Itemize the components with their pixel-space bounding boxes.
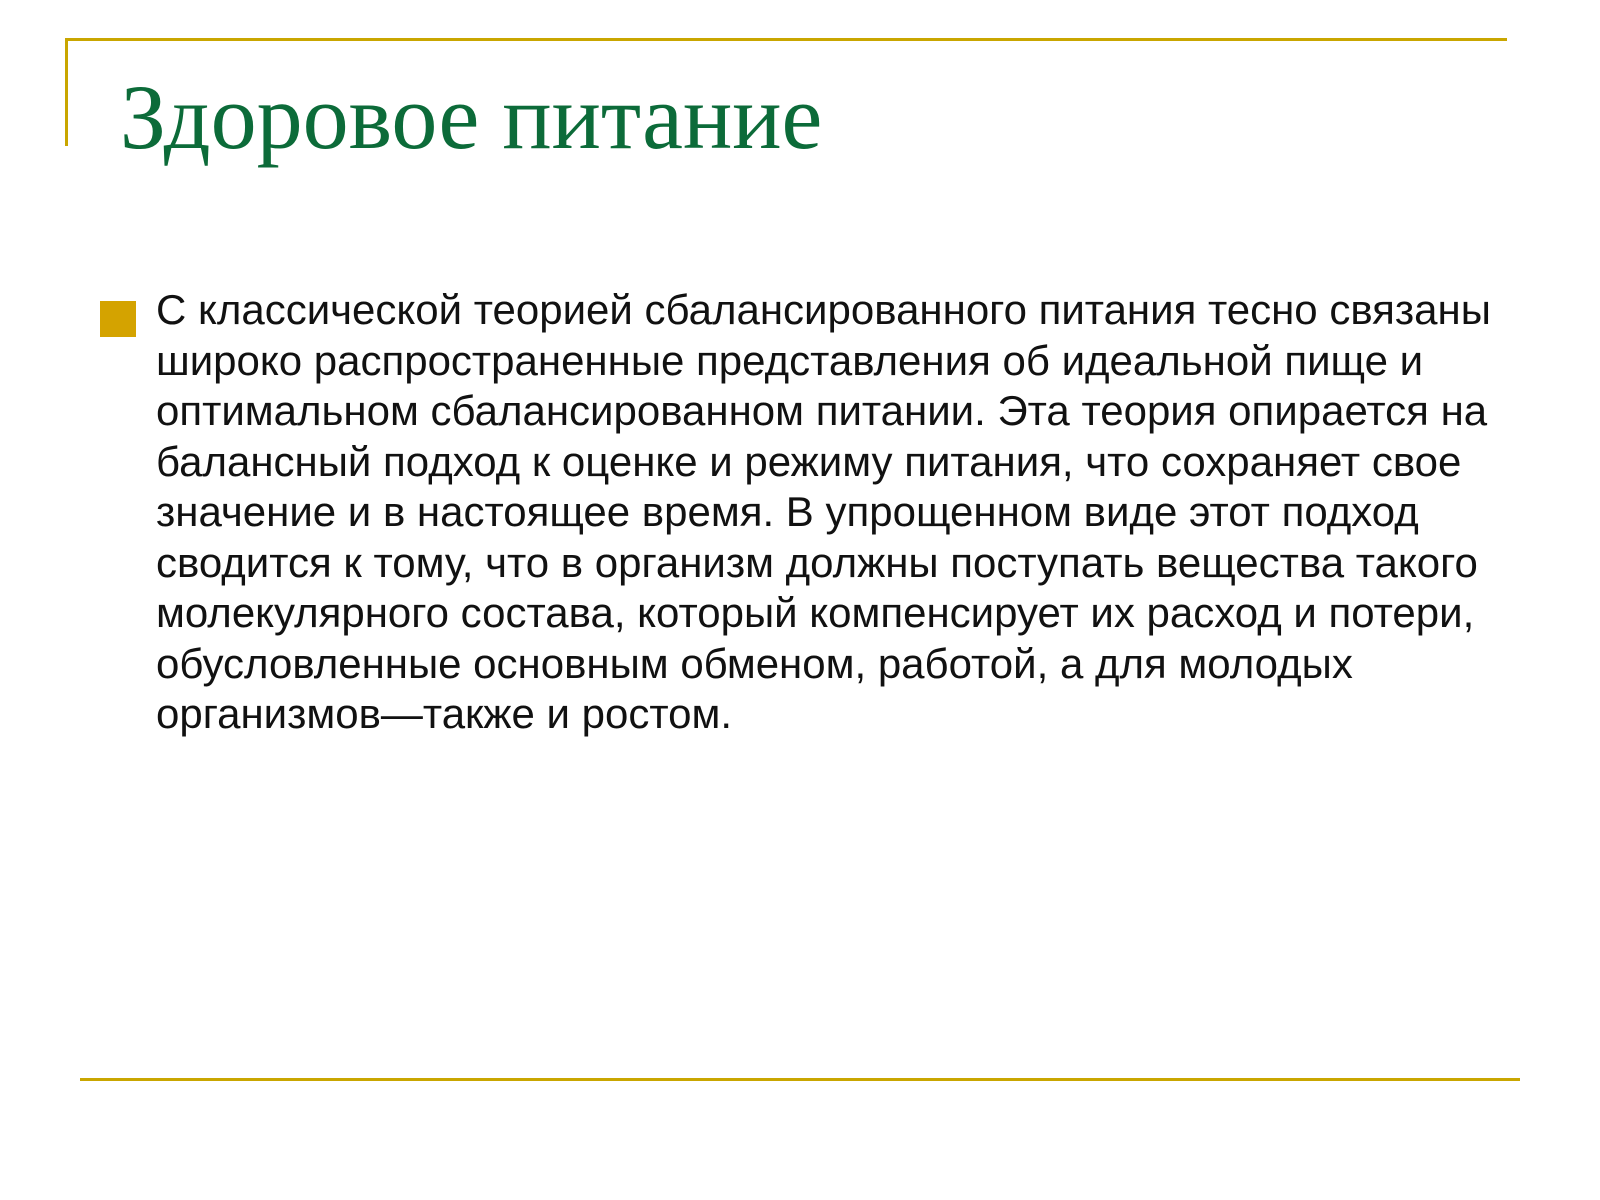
bottom-border-line bbox=[80, 1078, 1520, 1081]
left-border-line bbox=[65, 38, 68, 146]
slide-title: Здоровое питание bbox=[120, 66, 823, 168]
bullet-text: С классической теорией сбалансированного питания тесно связаны широко распространенные представления об идеальной пище и оптимальном сбалансированном питании. Эта теория опирается на балансный подход к оценке и режиму питания, что сохраняет свое значение и в настоящее время. В упрощенном виде этот подход сводится к тому, что в организм должны поступать вещества такого молекулярного состава, который компенсирует их расход и потери, обусловленные основным обменом, работой, а для молодых организмов—также и ростом. bbox=[156, 286, 1491, 737]
top-border-line bbox=[65, 38, 1507, 41]
square-bullet-icon bbox=[100, 301, 136, 337]
